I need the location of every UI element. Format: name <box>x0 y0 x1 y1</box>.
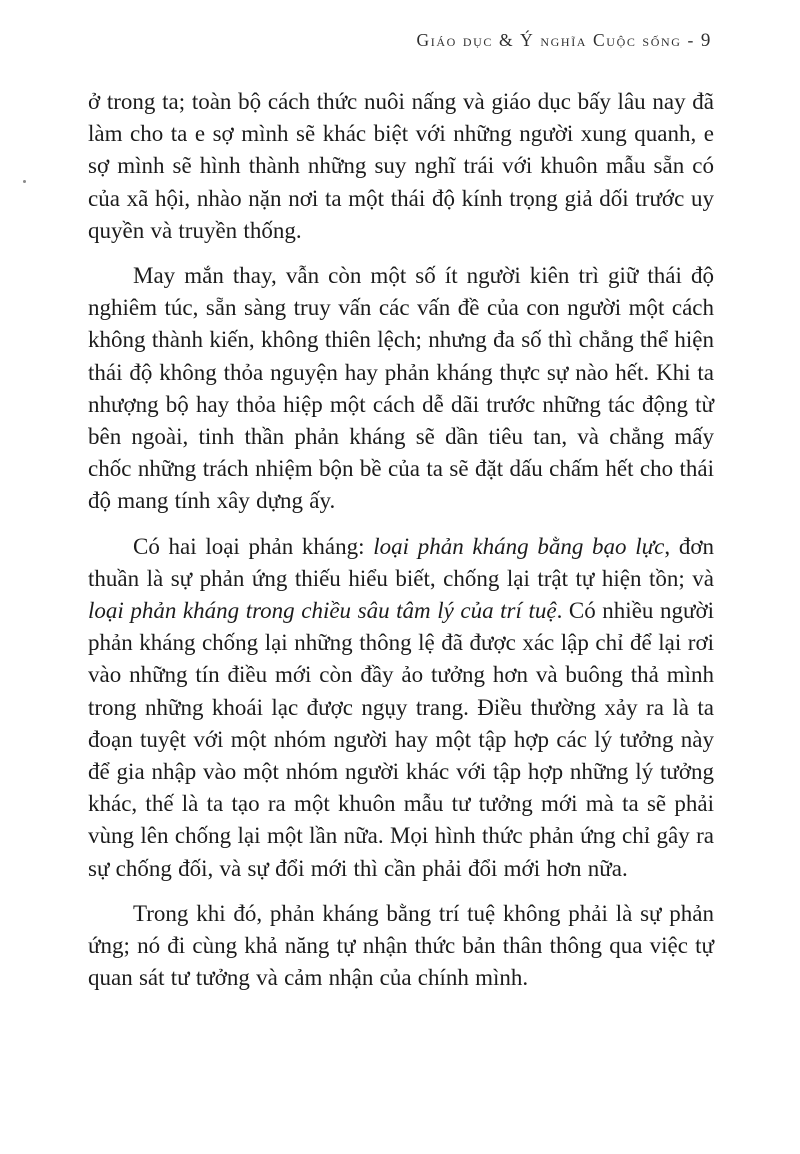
text-block <box>88 86 714 994</box>
paragraph <box>88 898 714 995</box>
text-segment: . Có nhiều người phản kháng chống lại những thông lệ đã được xác lập chỉ để lại rơi vào những tín điều mới còn đầy ảo tưởng hơn và buông thả mình trong những khoái lạc được ngụy trang. Điều thường xảy ra là ta đoạn tuyệt với một nhóm người hay một tập hợp các lý tưởng này để gia nhập vào một nhóm người khác với tập hợp những lý tưởng khác, thế là ta tạo ra một khuôn mẫu tư tưởng mới mà ta sẽ phải vùng lên chống lại một lần nữa. Mọi hình thức phản ứng chỉ gây ra sự chống đối, và sự đổi mới thì cần phải đổi mới hơn nữa. <box>88 598 714 881</box>
text-segment: Trong khi đó, phản kháng bằng trí tuệ không phải là sự phản ứng; nó đi cùng khả năng tự nhận thức bản thân thông qua việc tự quan sát tư tưởng và cảm nhận của chính mình. <box>88 900 714 991</box>
text-segment: May mắn thay, vẫn còn một số ít người kiên trì giữ thái độ nghiêm túc, sẵn sàng truy vấn các vấn đề của con người một cách không thành kiến, không thiên lệch; nhưng đa số thì chẳng thể hiện thái độ không thỏa nguyện hay phản kháng thực sự nào hết. Khi ta nhượng bộ hay thỏa hiệp một cách dễ dãi trước những tác động từ bên ngoài, tinh thần phản kháng sẽ dần tiêu tan, và chẳng mấy chốc những trách nhiệm bộn bề của ta sẽ đặt dấu chấm hết cho thái độ mang tính xây dựng ấy. <box>88 263 714 514</box>
header-page-number: 9 <box>700 30 712 51</box>
header-book-title: Giáo dục & Ý nghĩa Cuộc sống <box>416 30 682 50</box>
paragraph <box>88 260 714 518</box>
text-segment-italic: loại phản kháng trong chiều sâu tâm lý của trí tuệ <box>88 598 557 624</box>
text-segment: Có hai loại phản kháng: <box>133 533 374 559</box>
header-separator: - <box>681 30 701 50</box>
text-segment-italic: loại phản kháng bằng bạo lực <box>373 533 665 559</box>
paragraph <box>88 531 714 885</box>
text-segment: ở trong ta; toàn bộ cách thức nuôi nấng và giáo dục bấy lâu nay đã làm cho ta e sợ mình sẽ khác biệt với những người xung quanh, e sợ mình sẽ hình thành những suy nghĩ trái với khuôn mẫu sẵn có của xã hội, nhào nặn nơi ta một thái độ kính trọng giả dối trước uy quyền và truyền thống. <box>88 89 714 243</box>
running-header <box>417 30 712 52</box>
paragraph <box>88 86 714 247</box>
text-segment: , đơn thuần là sự phản ứng thiếu hiểu biết, chống lại trật tự hiện tồn; và <box>88 533 714 591</box>
scan-speck <box>23 180 26 183</box>
